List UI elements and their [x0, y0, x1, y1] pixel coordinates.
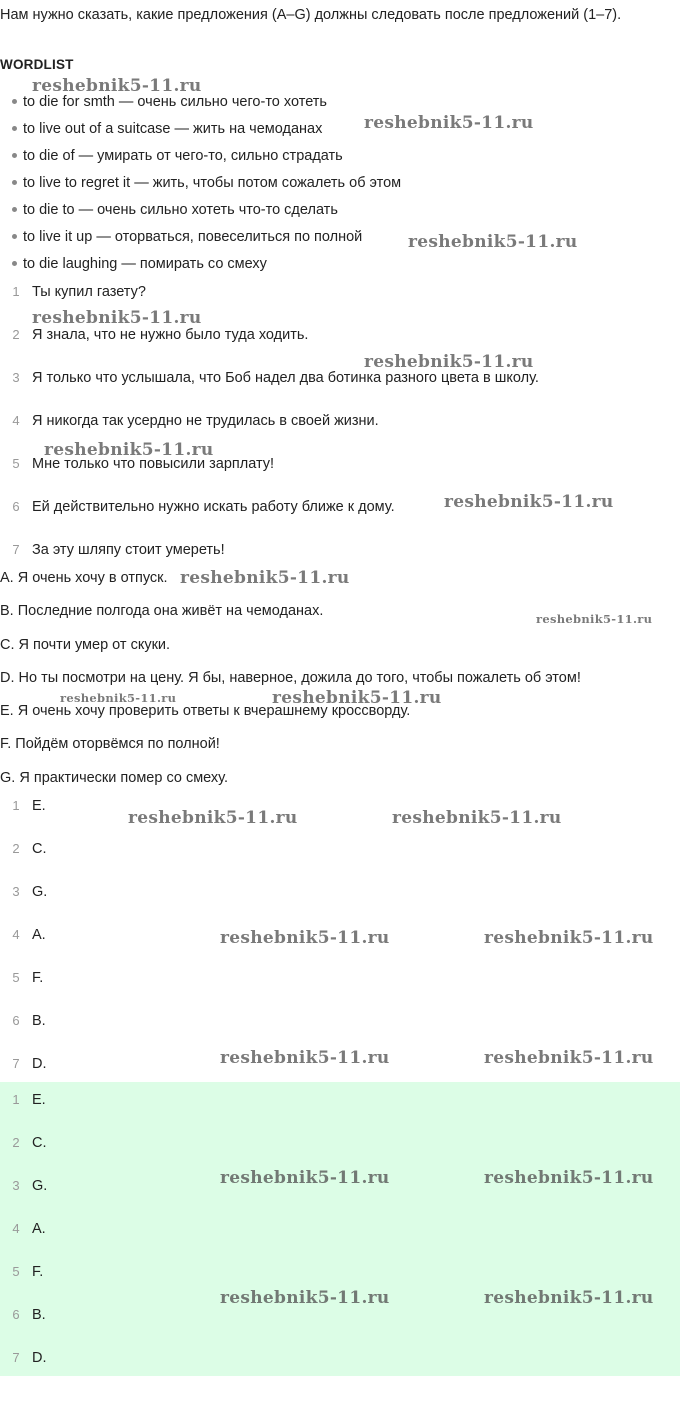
watermark: reshebnik5-11.ru [32, 76, 202, 96]
answer-item [0, 1303, 47, 1346]
answer-number: 2 [12, 841, 20, 856]
watermark: reshebnik5-11.ru [44, 440, 214, 460]
sentence-text: Ей действительно нужно искать работу ближе к дому. [32, 499, 395, 515]
sentence-number: 5 [12, 456, 20, 471]
answer-letter: A. [32, 1221, 46, 1237]
bullet-icon [12, 261, 17, 266]
option-item: E. Я очень хочу проверить ответы к вчерашнему кроссворду. [0, 703, 411, 720]
answer-letter: D. [32, 1350, 47, 1366]
sentence-number: 4 [12, 413, 20, 428]
sentence-number: 2 [12, 327, 20, 342]
answer-letter: D. [32, 1056, 47, 1072]
bullet-icon [12, 207, 17, 212]
watermark: reshebnik5-11.ru [484, 1168, 654, 1188]
answer-item [0, 1260, 47, 1303]
wordlist-item: to die of — умирать от чего-то, сильно страдать [12, 144, 401, 171]
answer-item [0, 1009, 47, 1052]
watermark: reshebnik5-11.ru [220, 1168, 390, 1188]
watermark: reshebnik5-11.ru [180, 568, 350, 588]
watermark: reshebnik5-11.ru [128, 808, 298, 828]
sentence-text: Я никогда так усердно не трудилась в своей жизни. [32, 413, 379, 429]
answer-number: 1 [12, 1092, 20, 1107]
wordlist-item: to die for smth — очень сильно чего-то хотеть [12, 90, 401, 117]
answer-item [0, 794, 47, 837]
answer-number: 6 [12, 1307, 20, 1322]
answer-highlight-panel [0, 1082, 680, 1376]
answer-number: 6 [12, 1013, 20, 1028]
answer-number: 7 [12, 1056, 20, 1071]
watermark: reshebnik5-11.ru [364, 113, 534, 133]
option-list [0, 566, 581, 799]
bullet-icon [12, 99, 17, 104]
sentence-number: 1 [12, 284, 20, 299]
answer-letter: E. [32, 798, 46, 814]
answer-number: 1 [12, 798, 20, 813]
sentence-text: Я только что услышала, что Боб надел два ботинка разного цвета в школу. [32, 370, 539, 386]
bullet-icon [12, 153, 17, 158]
watermark: reshebnik5-11.ru [444, 492, 614, 512]
watermark: reshebnik5-11.ru [484, 928, 654, 948]
answer-item [0, 1174, 47, 1217]
watermark: reshebnik5-11.ru [220, 1288, 390, 1308]
answer-number: 3 [12, 884, 20, 899]
answer-number: 4 [12, 927, 20, 942]
watermark: reshebnik5-11.ru [484, 1288, 654, 1308]
wordlist-item: to live to regret it — жить, чтобы потом сожалеть об этом [12, 171, 401, 198]
sentence-item [0, 366, 539, 409]
answer-item [0, 923, 47, 966]
watermark: reshebnik5-11.ru [484, 1048, 654, 1068]
answer-number: 5 [12, 1264, 20, 1279]
watermark: reshebnik5-11.ru [220, 1048, 390, 1068]
wordlist-title: WORDLIST [0, 57, 74, 72]
answer-number: 3 [12, 1178, 20, 1193]
sentence-text: За эту шляпу стоит умереть! [32, 542, 225, 558]
answer-number: 4 [12, 1221, 20, 1236]
sentence-text: Ты купил газету? [32, 284, 146, 300]
watermark: reshebnik5-11.ru [60, 691, 177, 705]
answer-list [0, 794, 47, 1095]
watermark: reshebnik5-11.ru [536, 612, 653, 626]
answer-letter: G. [32, 884, 48, 900]
wordlist [12, 90, 401, 279]
answer-letter: F. [32, 1264, 44, 1280]
bullet-icon [12, 234, 17, 239]
wordlist-item: to live out of a suitcase — жить на чемоданах [12, 117, 401, 144]
answer-item [0, 1217, 47, 1260]
answer-item [0, 1131, 47, 1174]
answer-number: 5 [12, 970, 20, 985]
watermark: reshebnik5-11.ru [408, 232, 578, 252]
answer-item [0, 837, 47, 880]
answer-number: 2 [12, 1135, 20, 1150]
answer-letter: G. [32, 1178, 48, 1194]
answer-item [0, 966, 47, 1009]
answer-letter: B. [32, 1013, 46, 1029]
answer-letter: E. [32, 1092, 46, 1108]
answer-item [0, 1088, 47, 1131]
option-item: D. Но ты посмотри на цену. Я бы, наверное, дожила до того, чтобы пожалеть об этом! [0, 669, 581, 686]
option-item: C. Я почти умер от скуки. [0, 636, 171, 653]
answer-letter: A. [32, 927, 46, 943]
option-item: G. Я практически помер со смеху. [0, 769, 228, 786]
sentence-number: 3 [12, 370, 20, 385]
answer-item [0, 880, 47, 923]
task-instruction: Нам нужно сказать, какие предложения (A–G) должны следовать после предложений (1–7). [0, 7, 622, 23]
watermark: reshebnik5-11.ru [220, 928, 390, 948]
wordlist-item: to die to — очень сильно хотеть что-то сделать [12, 198, 401, 225]
answer-letter: C. [32, 1135, 47, 1151]
watermark: reshebnik5-11.ru [392, 808, 562, 828]
sentence-number: 6 [12, 499, 20, 514]
wordlist-item: to live it up — оторваться, повеселиться по полной [12, 225, 401, 252]
watermark: reshebnik5-11.ru [272, 688, 442, 708]
answer-number: 7 [12, 1350, 20, 1365]
answer-letter: F. [32, 970, 44, 986]
option-item: F. Пойдём оторвёмся по полной! [0, 736, 220, 753]
answer-item [0, 1346, 47, 1389]
option-item: A. Я очень хочу в отпуск. [0, 570, 168, 586]
bullet-icon [12, 180, 17, 185]
answer-list-highlighted [0, 1088, 47, 1389]
bullet-icon [12, 126, 17, 131]
watermark: reshebnik5-11.ru [364, 352, 534, 372]
sentence-text: Мне только что повысили зарплату! [32, 456, 275, 472]
answer-letter: B. [32, 1307, 46, 1323]
sentence-number: 7 [12, 542, 20, 557]
answer-letter: C. [32, 841, 47, 857]
option-item: B. Последние полгода она живёт на чемоданах. [0, 603, 324, 620]
watermark: reshebnik5-11.ru [32, 308, 202, 328]
sentence-text: Я знала, что не нужно было туда ходить. [32, 327, 309, 343]
wordlist-item: to die laughing — помирать со смеху [12, 252, 401, 279]
